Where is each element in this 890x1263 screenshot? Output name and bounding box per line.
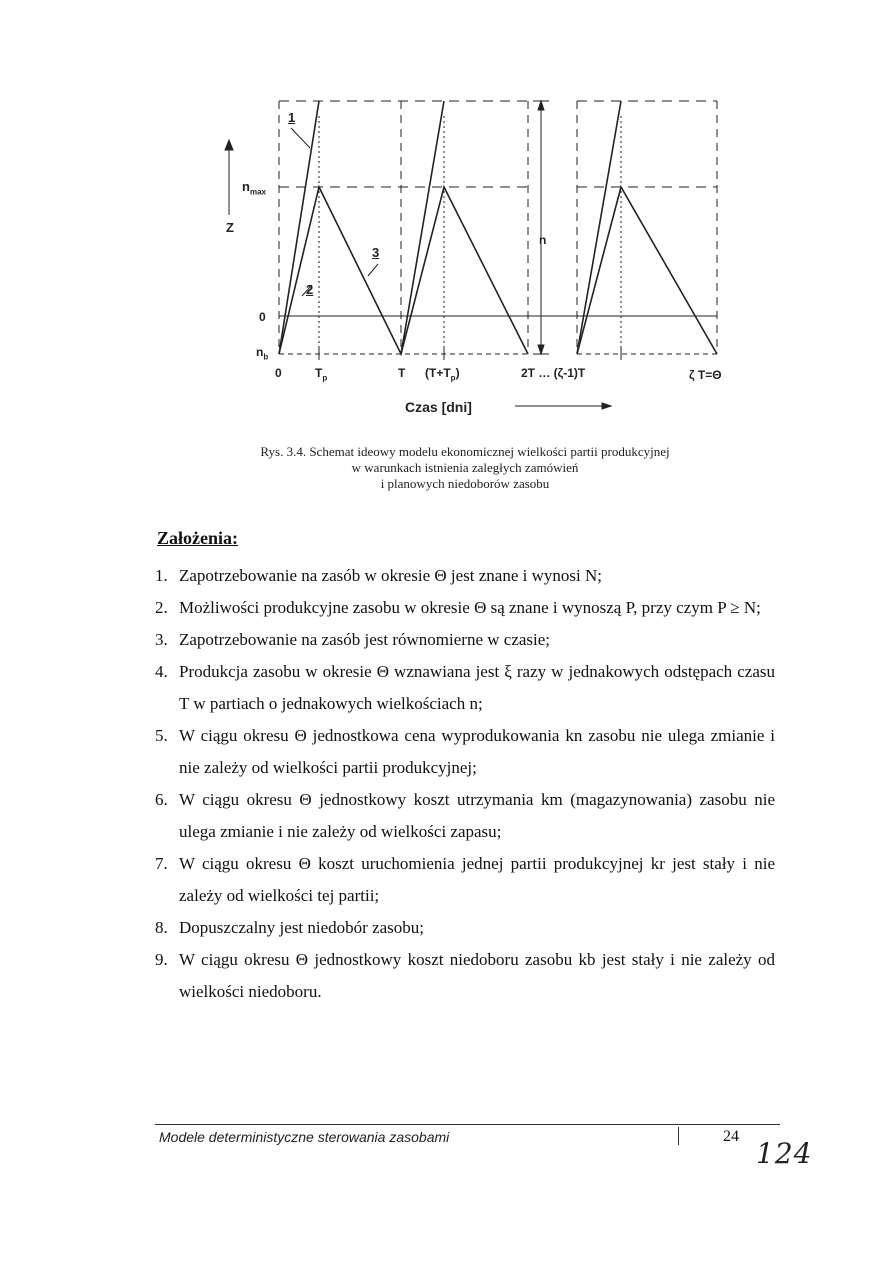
section-heading: Założenia: [157, 528, 238, 548]
tick-tp: $T_p$ [315, 366, 328, 383]
list-item: 2. Możliwości produkcyjne zasobu w okresie Θ są znane i wynoszą P, przy czym P ≥ N; [155, 598, 761, 617]
page-footer [155, 1124, 780, 1155]
z-axis-label: Z [226, 220, 234, 235]
dotted-verticals [319, 116, 621, 354]
list-item: 8. Dopuszczalny jest niedobór zasobu; [155, 918, 425, 937]
tick-0: 0 [275, 366, 282, 380]
tick-2t: 2T … (ζ-1)T [521, 366, 586, 380]
z-axis-arrowhead [225, 140, 233, 150]
tick-t: T [398, 366, 406, 380]
nmax-label: $n_{max}$ [242, 179, 266, 197]
n-label: n [539, 233, 547, 247]
caption-line: Rys. 3.4. Schemat ideowy modelu ekonomicznej wielkości partii produkcyjnej [260, 444, 670, 459]
list-item: 6. W ciągu okresu Θ jednostkowy koszt utrzymania km (magazynowania) zasobu nie ulega zmianie i nie zależy od wielkości zapasu; [155, 790, 775, 841]
curve-2-label: 2 [306, 282, 314, 297]
list-item: 5. W ciągu okresu Θ jednostkowa cena wyprodukowania kn zasobu nie ulega zmianie i nie zależy od wielkości partii produkcyjnej; [155, 726, 775, 777]
time-axis-label: Czas [dni] [405, 399, 472, 415]
list-item: 9. W ciągu okresu Θ jednostkowy koszt niedoboru zasobu kb jest stały i nie zależy od wielkości niedoboru. [155, 950, 775, 1001]
nb-label: $n_b$ [256, 345, 269, 362]
tick-t-plus-tp: $(T+T_p)$ [425, 366, 460, 383]
caption-line: i planowych niedoborów zasobu [380, 476, 550, 491]
tick-theta: ζ T=Θ [689, 368, 722, 382]
curve-3-label: 3 [372, 245, 380, 260]
inventory-diagram [0, 0, 890, 430]
footer-title: Modele deterministyczne sterowania zasobami [159, 1129, 450, 1145]
page-number: 24 [723, 1128, 739, 1145]
list-item: 3. Zapotrzebowanie na zasób jest równomierne w czasie; [155, 630, 551, 649]
figure-caption [200, 444, 730, 492]
list-item: 1. Zapotrzebowanie na zasób w okresie Θ jest znane i wynosi N; [155, 566, 602, 585]
caption-line: w warunkach istnienia zaległych zamówień [351, 460, 579, 475]
zero-label: 0 [259, 310, 266, 324]
list-item: 4. Produkcja zasobu w okresie Θ wznawiana jest ξ razy w jednakowych odstępach czasu T w partiach o jednakowych wielkościach n; [155, 662, 775, 713]
footer-separator [678, 1127, 679, 1145]
handwritten-page-number: 124 [756, 1137, 813, 1170]
inventory-level-curve [279, 187, 717, 354]
list-item: 7. W ciągu okresu Θ koszt uruchomienia jednej partii produkcyjnej kr jest stały i nie zależy od wielkości tej partii; [155, 854, 775, 905]
curve-1-label: 1 [288, 110, 296, 125]
assumptions-list [155, 560, 775, 1008]
